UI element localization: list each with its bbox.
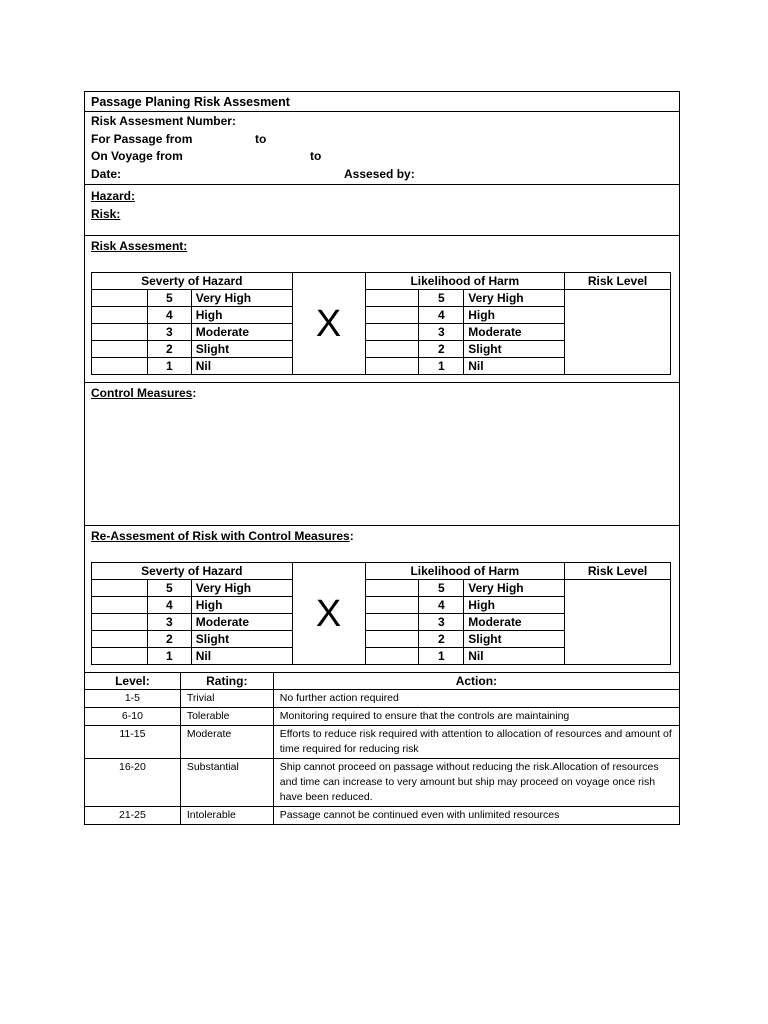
action-cell: Ship cannot proceed on passage without reducing the risk.Allocation of resources and time can increase to very amount but ship may proceed on voyage once rish have been reduced. [273, 759, 679, 807]
severity-label: Nil [191, 648, 292, 665]
risk-assessment-form [84, 91, 680, 825]
risk-assessment-section [85, 236, 679, 383]
severity-label: Moderate [191, 324, 292, 341]
severity-number: 5 [147, 580, 191, 597]
risk-matrix [91, 272, 671, 375]
rating-cell: Intolerable [180, 807, 273, 825]
date-label: Date: [91, 166, 122, 181]
levels-table [84, 672, 680, 825]
severity-number: 2 [147, 341, 191, 358]
likelihood-label: Nil [464, 648, 565, 665]
risk-assessment-label: Risk Assesment: [91, 239, 188, 253]
likelihood-label: Moderate [464, 324, 565, 341]
likelihood-number: 2 [419, 341, 464, 358]
risk-level-value [565, 580, 671, 665]
severity-number: 4 [147, 597, 191, 614]
voyage-line [91, 148, 673, 166]
table-row [85, 807, 680, 825]
severity-number: 2 [147, 631, 191, 648]
risk-level-value [565, 290, 671, 375]
severity-header: Severty of Hazard [92, 273, 293, 290]
severity-label: Slight [191, 631, 292, 648]
levels-header-row [85, 673, 680, 690]
severity-number: 1 [147, 648, 191, 665]
likelihood-number: 2 [419, 631, 464, 648]
likelihood-label: High [464, 307, 565, 324]
severity-number: 3 [147, 324, 191, 341]
rating-cell: Moderate [180, 726, 273, 759]
severity-label: Very High [191, 580, 292, 597]
action-cell: Monitoring required to ensure that the controls are maintaining [273, 708, 679, 726]
level-cell: 11-15 [85, 726, 181, 759]
table-row [85, 690, 680, 708]
action-cell: Passage cannot be continued even with unlimited resources [273, 807, 679, 825]
rating-cell: Substantial [180, 759, 273, 807]
likelihood-label: Slight [464, 631, 565, 648]
title-section [85, 92, 679, 112]
passage-from-label: For Passage from [91, 131, 193, 146]
reassessment-colon: : [349, 529, 354, 543]
control-measures-colon: : [192, 386, 197, 400]
voyage-to-label: to [310, 149, 322, 163]
rating-cell: Trivial [180, 690, 273, 708]
reassessment-label: Re-Assesment of Risk with Control Measures [91, 529, 350, 543]
likelihood-number: 3 [419, 324, 464, 341]
level-header: Level: [85, 673, 181, 690]
likelihood-number: 4 [419, 597, 464, 614]
form-title: Passage Planing Risk Assesment [91, 95, 290, 109]
risk-number-line [91, 113, 673, 131]
table-row [85, 759, 680, 807]
matrix-header-row [92, 273, 671, 290]
likelihood-label: Very High [464, 580, 565, 597]
level-cell: 16-20 [85, 759, 181, 807]
action-cell: No further action required [273, 690, 679, 708]
severity-label: Nil [191, 358, 292, 375]
likelihood-number: 5 [419, 580, 464, 597]
action-cell: Efforts to reduce risk required with attention to allocation of resources and amount of time required for reducing risk [273, 726, 679, 759]
header-section [85, 112, 679, 185]
likelihood-label: Very High [464, 290, 565, 307]
reassessment-heading [91, 527, 673, 545]
level-cell: 6-10 [85, 708, 181, 726]
action-header: Action: [273, 673, 679, 690]
reassessment-matrix [91, 562, 671, 665]
likelihood-number: 1 [419, 358, 464, 375]
likelihood-number: 4 [419, 307, 464, 324]
multiply-sign: X [292, 273, 365, 375]
likelihood-header: Likelihood of Harm [365, 273, 565, 290]
matrix-row [92, 580, 671, 597]
voyage-from-label: On Voyage from [91, 149, 183, 163]
multiply-sign: X [292, 563, 365, 665]
likelihood-label: Nil [464, 358, 565, 375]
severity-header: Severty of Hazard [92, 563, 293, 580]
date-line [91, 166, 673, 184]
hazard-label: Hazard: [91, 189, 136, 203]
table-row [85, 726, 680, 759]
likelihood-number: 1 [419, 648, 464, 665]
likelihood-number: 5 [419, 290, 464, 307]
severity-number: 5 [147, 290, 191, 307]
likelihood-label: High [464, 597, 565, 614]
severity-number: 3 [147, 614, 191, 631]
table-row [85, 708, 680, 726]
likelihood-label: Moderate [464, 614, 565, 631]
severity-label: High [191, 307, 292, 324]
assessed-by-label: Assesed by: [344, 166, 415, 181]
levels-section [85, 672, 679, 825]
passage-to-label: to [255, 131, 267, 146]
rating-header: Rating: [180, 673, 273, 690]
severity-label: Moderate [191, 614, 292, 631]
likelihood-label: Slight [464, 341, 565, 358]
likelihood-header: Likelihood of Harm [365, 563, 565, 580]
likelihood-number: 3 [419, 614, 464, 631]
risk-label: Risk: [91, 207, 121, 221]
level-cell: 21-25 [85, 807, 181, 825]
risk-level-header: Risk Level [565, 563, 671, 580]
risk-number-label: Risk Assesment Number: [91, 114, 236, 128]
reassessment-section [85, 526, 679, 673]
control-measures-section [85, 383, 679, 526]
severity-label: Very High [191, 290, 292, 307]
matrix-row [92, 290, 671, 307]
control-measures-heading [91, 384, 673, 402]
level-cell: 1-5 [85, 690, 181, 708]
severity-label: High [191, 597, 292, 614]
matrix-header-row [92, 563, 671, 580]
severity-label: Slight [191, 341, 292, 358]
severity-number: 1 [147, 358, 191, 375]
risk-level-header: Risk Level [565, 273, 671, 290]
rating-cell: Tolerable [180, 708, 273, 726]
severity-number: 4 [147, 307, 191, 324]
passage-line [91, 131, 673, 149]
hazard-section [85, 185, 679, 236]
control-measures-label: Control Measures [91, 386, 193, 400]
